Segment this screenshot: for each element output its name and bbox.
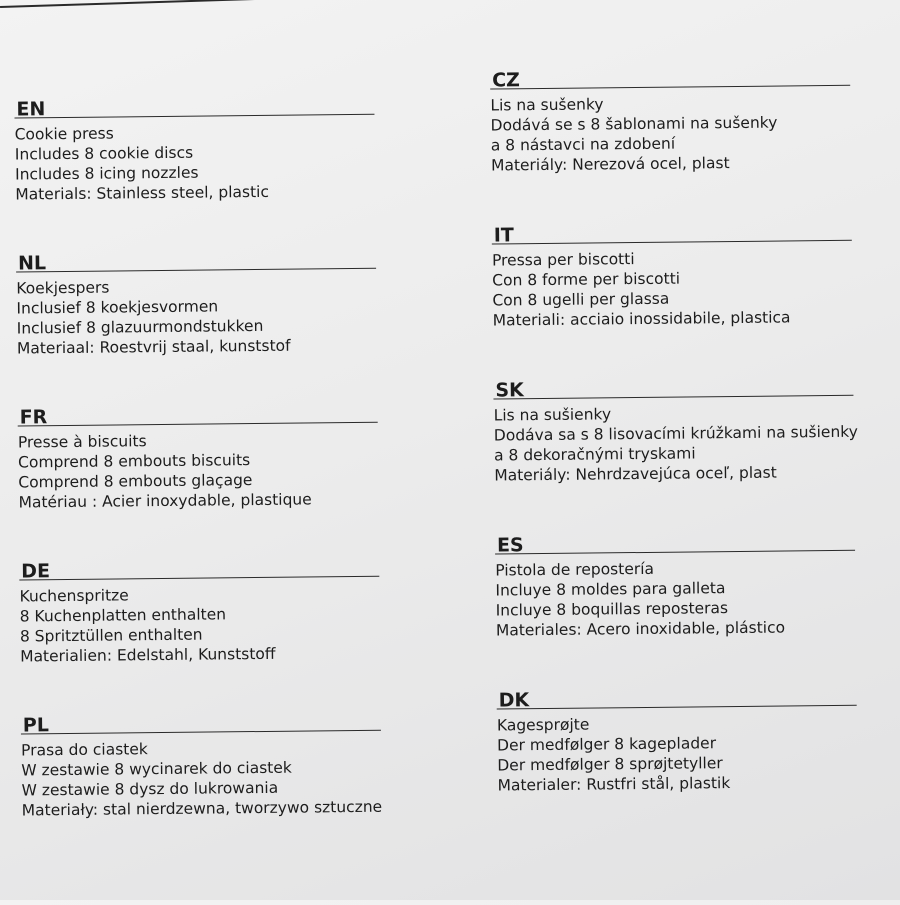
section-de: [19, 557, 391, 715]
language-code: EN: [16, 98, 46, 121]
section-pl: [21, 711, 393, 869]
includes-discs: Dodáva sa s 8 lisovacími krúžkami na sušienky: [493, 422, 858, 445]
materials: Materiały: stal nierdzewna, tworzywo sztuczne: [21, 797, 383, 820]
includes-discs: Includes 8 cookie discs: [14, 143, 194, 164]
includes-discs: Der medfølger 8 kageplader: [497, 734, 717, 755]
language-code: NL: [17, 252, 47, 275]
language-code: SK: [495, 379, 524, 402]
materials: Materialer: Rustfri stål, plastik: [497, 774, 731, 795]
materials: Materialien: Edelstahl, Kunststoff: [20, 644, 276, 666]
product-name: Pistola de repostería: [495, 559, 655, 580]
includes-nozzles: Incluye 8 boquillas reposteras: [495, 599, 729, 620]
product-name: Cookie press: [14, 124, 114, 144]
materials: Materiály: Nehrdzavejúca oceľ, plast: [494, 463, 777, 485]
right-column: [490, 66, 868, 845]
language-code: FR: [19, 406, 48, 429]
section-dk: [497, 686, 869, 845]
product-name: Kagesprøjte: [496, 715, 590, 735]
includes-discs: Incluye 8 moldes para galleta: [495, 579, 726, 600]
product-name: Pressa per biscotti: [491, 250, 635, 270]
product-name: Prasa do ciastek: [21, 740, 148, 760]
includes-discs: 8 Kuchenplatten enthalten: [19, 605, 227, 626]
includes-nozzles: Includes 8 icing nozzles: [14, 163, 199, 184]
section-en: [14, 95, 386, 253]
materials: Matériau : Acier inoxydable, plastique: [18, 490, 312, 512]
language-code: PL: [22, 714, 50, 737]
materials: Materiales: Acero inoxidable, plástico: [495, 618, 786, 640]
includes-nozzles: 8 Spritztüllen enthalten: [19, 625, 203, 646]
section-es: [495, 531, 867, 690]
product-name: Koekjespers: [16, 278, 110, 298]
section-fr: [18, 403, 390, 561]
includes-nozzles: Comprend 8 embouts glaçage: [18, 471, 253, 492]
materials: Materiaal: Roestvrij staal, kunststof: [16, 336, 291, 358]
section-cz: [490, 66, 862, 225]
language-code: ES: [496, 534, 524, 557]
product-name: Kuchenspritze: [19, 586, 129, 606]
includes-nozzles: Der medfølger 8 sprøjtetyller: [497, 754, 723, 775]
section-nl: [16, 249, 388, 407]
language-code: DK: [498, 689, 530, 712]
includes-discs: Con 8 forme per biscotti: [492, 269, 681, 290]
includes-nozzles: Inclusief 8 glazuurmondstukken: [16, 316, 264, 338]
product-name: Presse à biscuits: [17, 432, 147, 452]
includes-nozzles: a 8 dekoračnými tryskami: [493, 444, 696, 465]
materials: Materiály: Nerezová ocel, plast: [490, 154, 730, 175]
includes-discs: Dodává se s 8 šablonami na sušenky: [490, 113, 778, 135]
section-sk: [493, 376, 865, 535]
includes-nozzles: Con 8 ugelli per glassa: [492, 289, 670, 310]
includes-nozzles: W zestawie 8 dysz do lukrowania: [21, 778, 279, 800]
left-column: [14, 95, 392, 869]
language-code: CZ: [492, 69, 520, 92]
language-code: DE: [21, 560, 51, 583]
includes-discs: Inclusief 8 koekjesvormen: [16, 297, 219, 318]
materials: Materials: Stainless steel, plastic: [15, 182, 270, 204]
includes-nozzles: a 8 nástavci na zdobení: [490, 134, 676, 155]
includes-discs: Comprend 8 embouts biscuits: [18, 451, 251, 472]
includes-discs: W zestawie 8 wycinarek do ciastek: [21, 758, 292, 780]
materials: Materiali: acciaio inossidabile, plastica: [492, 308, 791, 330]
language-code: IT: [493, 224, 514, 247]
section-it: [492, 221, 864, 380]
product-name: Lis na sušienky: [493, 405, 612, 425]
product-name: Lis na sušenky: [490, 95, 604, 115]
